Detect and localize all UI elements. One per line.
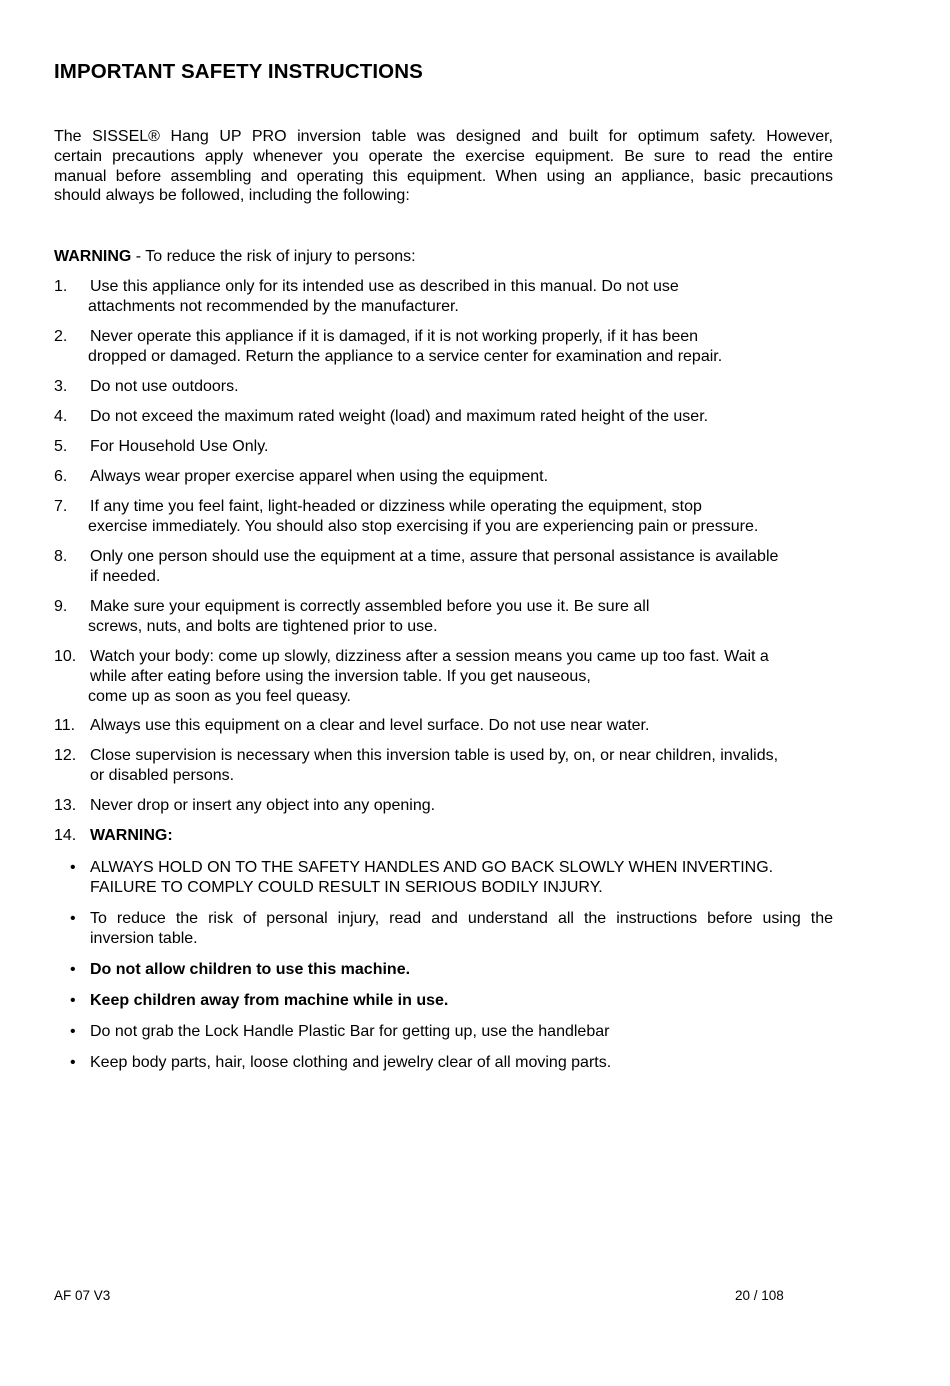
bullet-text: ALWAYS HOLD ON TO THE SAFETY HANDLES AND GO BACK SLOWLY WHEN INVERTING. (90, 859, 774, 876)
bullet-icon: • (70, 1054, 76, 1071)
item-number: 2. (54, 328, 68, 345)
item-text: Always use this equipment on a clear and level surface. Do not use near water. (90, 717, 650, 734)
bullet-text: Keep body parts, hair, loose clothing and jewelry clear of all moving parts. (90, 1054, 612, 1071)
footer-doc-code: AF 07 V3 (54, 1288, 111, 1303)
warning-label: WARNING (54, 248, 132, 265)
item-number: 14. (54, 827, 77, 844)
item-text: Use this appliance only for its intended use as described in this manual. Do not use (90, 278, 679, 295)
item-number: 12. (54, 747, 77, 764)
item-number: 9. (54, 598, 68, 615)
item-number: 4. (54, 408, 68, 425)
item-number: 5. (54, 438, 68, 455)
item-text: WARNING: (90, 827, 173, 844)
item-text: Always wear proper exercise apparel when using the equipment. (90, 468, 549, 485)
item-text: Never drop or insert any object into any opening. (90, 797, 436, 814)
item-number: 7. (54, 498, 68, 515)
intro-line: certain precautions apply whenever you operate the exercise equipment. Be sure to read the entire (54, 147, 833, 165)
item-text: Watch your body: come up slowly, dizziness after a session means you came up too fast. Wait a (90, 648, 769, 665)
bullet-icon: • (70, 910, 76, 927)
intro-line: should always be followed, including the following: (54, 187, 410, 205)
item-text: screws, nuts, and bolts are tightened prior to use. (88, 617, 438, 635)
item-text: Only one person should use the equipment at a time, assure that personal assistance is available (90, 548, 779, 565)
item-number: 3. (54, 378, 68, 395)
item-number: 8. (54, 548, 68, 565)
intro-line: manual before assembling and operating this equipment. When using an appliance, basic precautions (54, 167, 833, 185)
item-text: dropped or damaged. Return the appliance to a service center for examination and repair. (88, 347, 723, 365)
bullet-text: FAILURE TO COMPLY COULD RESULT IN SERIOUS BODILY INJURY. (90, 878, 603, 896)
bullet-icon: • (70, 859, 76, 876)
item-text: Do not exceed the maximum rated weight (load) and maximum rated height of the user. (90, 408, 709, 425)
bullet-icon: • (70, 1023, 76, 1040)
item-text: For Household Use Only. (90, 438, 269, 455)
warning-lead (54, 247, 416, 267)
footer-page-number: 20 / 108 (735, 1288, 784, 1303)
item-number: 6. (54, 468, 68, 485)
page-title: IMPORTANT SAFETY INSTRUCTIONS (54, 60, 423, 83)
item-number: 10. (54, 648, 77, 665)
intro-paragraph (54, 127, 833, 206)
item-number: 1. (54, 278, 68, 295)
item-text: attachments not recommended by the manufacturer. (88, 297, 459, 315)
bullet-text: Do not grab the Lock Handle Plastic Bar for getting up, use the handlebar (90, 1023, 610, 1040)
bullet-icon: • (70, 992, 76, 1009)
bullet-text: Keep children away from machine while in use. (90, 992, 449, 1009)
item-text: while after eating before using the inversion table. If you get nauseous, (90, 667, 591, 685)
bullet-text: inversion table. (90, 929, 198, 947)
item-text: or disabled persons. (90, 766, 235, 784)
bullet-text: To reduce the risk of personal injury, read and understand all the instructions before using the (90, 910, 833, 927)
warning-lead-text: - To reduce the risk of injury to persons: (131, 248, 416, 265)
item-number: 13. (54, 797, 77, 814)
item-text: Make sure your equipment is correctly assembled before you use it. Be sure all (90, 598, 650, 615)
item-text: Close supervision is necessary when this inversion table is used by, on, or near children, invalids, (90, 747, 779, 764)
item-text: if needed. (90, 567, 161, 585)
item-text: If any time you feel faint, light-headed or dizziness while operating the equipment, stop (90, 498, 702, 515)
item-text: exercise immediately. You should also stop exercising if you are experiencing pain or pressure. (88, 517, 759, 535)
intro-line: The SISSEL® Hang UP PRO inversion table was designed and built for optimum safety. However, (54, 128, 833, 145)
item-number: 11. (54, 717, 76, 734)
bullet-text: Do not allow children to use this machine. (90, 961, 411, 978)
item-text: come up as soon as you feel queasy. (88, 687, 351, 705)
item-text: Never operate this appliance if it is damaged, if it is not working properly, if it has been (90, 328, 699, 345)
bullet-icon: • (70, 961, 76, 978)
item-text: Do not use outdoors. (90, 378, 239, 395)
